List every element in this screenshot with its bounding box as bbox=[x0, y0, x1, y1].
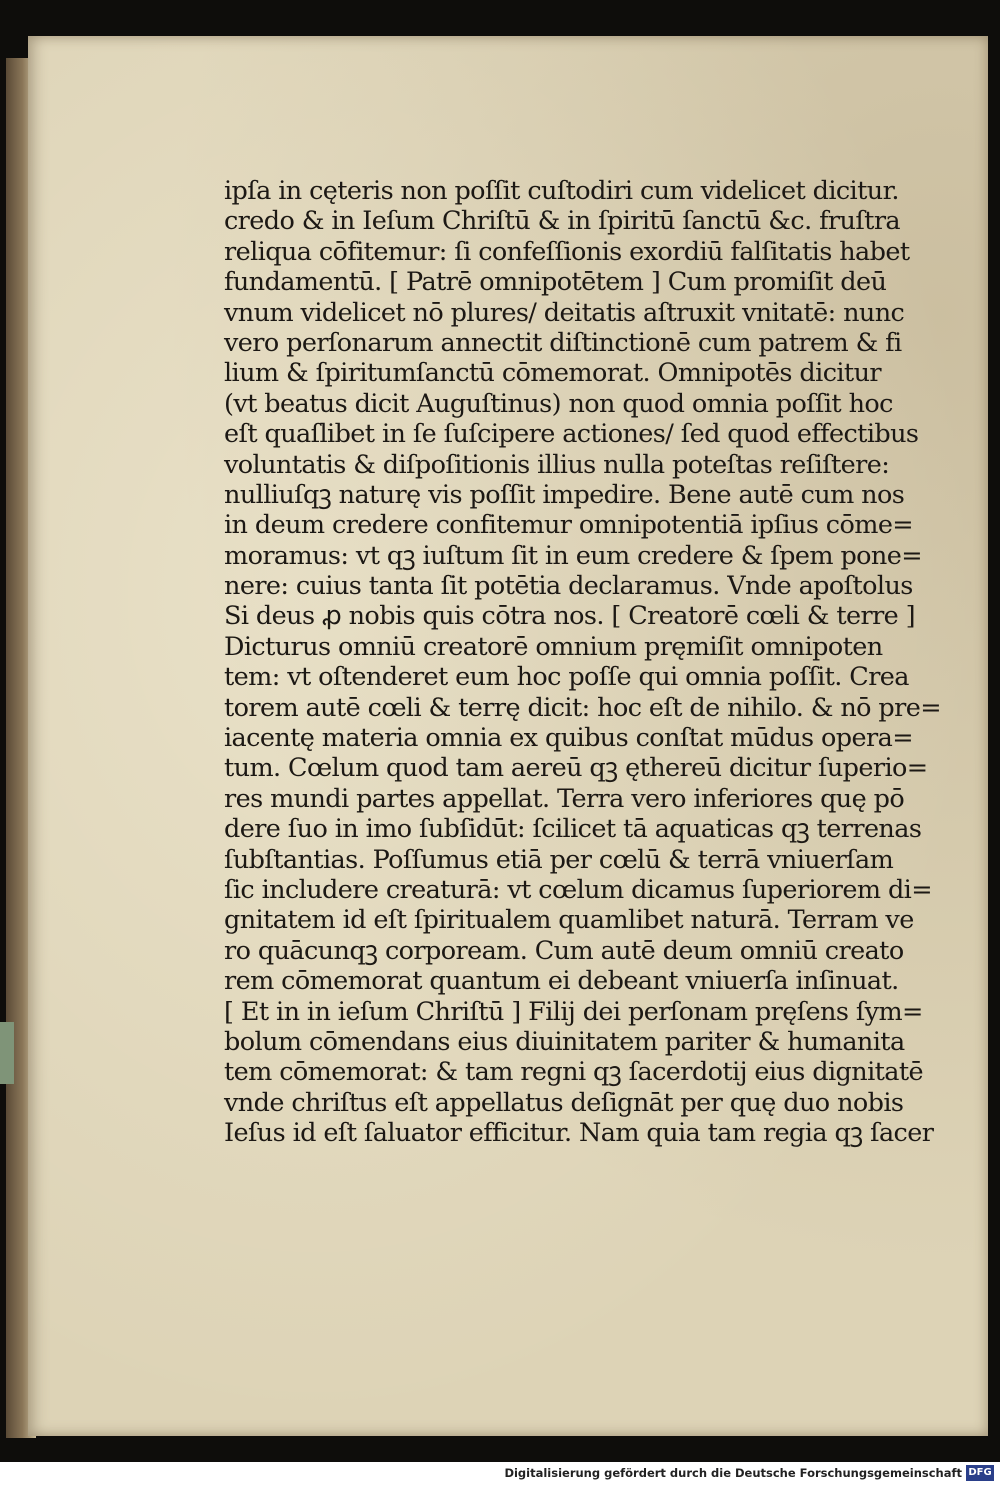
text-line: nere: cuius tanta ſit potētia declaramus. Vnde apoſtolus bbox=[224, 571, 913, 602]
text-line: bolum cōmendans eius diuinitatem pariter & humanita bbox=[224, 1026, 905, 1057]
text-line: gnitatem id eſt ſpiritualem quamlibet naturā. Terram ve bbox=[224, 905, 914, 936]
text-line: [ Et in in ieſum Chriſtū ] Filij dei perſonam pręſens ſym= bbox=[224, 996, 923, 1027]
text-line: iacentę materia omnia ex quibus conſtat mūdus opera= bbox=[224, 723, 913, 754]
text-line: eſt quaſlibet in ſe ſuſcipere actiones/ ſed quod effectibus bbox=[224, 419, 919, 450]
text-line: res mundi partes appellat. Terra vero inferiores quę pō bbox=[224, 783, 905, 814]
page-text bbox=[224, 176, 941, 1149]
text-line: fundamentū. [ Patrē omnipotētem ] Cum promiſit deū bbox=[224, 267, 887, 298]
footer-bar bbox=[0, 1462, 1000, 1485]
text-line: vnde chriſtus eſt appellatus deſignāt per quę duo nobis bbox=[224, 1087, 904, 1118]
text-line: vero perſonarum annectit diſtinctionē cum patrem & fi bbox=[224, 327, 902, 358]
funding-credit: Digitalisierung gefördert durch die Deutsche Forschungsgemeinschaft bbox=[504, 1466, 962, 1480]
text-line: credo & in Ieſum Chriſtū & in ſpiritū ſanctū &c. fruſtra bbox=[224, 206, 901, 237]
bookmark-tab bbox=[0, 1022, 14, 1084]
text-line: Ieſus id eſt ſaluator efficitur. Nam quia tam regia qꝫ ſacer bbox=[224, 1118, 934, 1149]
text-line: torem autē cœli & terrę dicit: hoc eſt de nihilo. & nō pre= bbox=[224, 692, 941, 723]
text-line: nulliuſqꝫ naturę vis poſſit impedire. Bene autē cum nos bbox=[224, 479, 905, 510]
text-line: Si deus ꝓ nobis quis cōtra nos. [ Creatorē cœli & terre ] bbox=[224, 601, 916, 632]
text-line: ſic includere creaturā: vt cœlum dicamus ſuperiorem di= bbox=[224, 874, 933, 905]
text-line: tem: vt oſtenderet eum hoc poſſe qui omnia poſſit. Crea bbox=[224, 662, 909, 693]
text-line: reliqua cōfitemur: ſi confeſſionis exordiū falſitatis habet bbox=[224, 236, 910, 267]
text-line: voluntatis & diſpoſitionis illius nulla poteſtas reſiſtere: bbox=[224, 449, 890, 480]
text-line: Dicturus omniū creatorē omnium pręmiſit omnipoten bbox=[224, 631, 883, 662]
text-line: dere ſuo in imo ſubſidūt: ſcilicet tā aquaticas qꝫ terrenas bbox=[224, 814, 922, 845]
text-line: ro quācunqꝫ corpoream. Cum autē deum omniū creato bbox=[224, 935, 904, 966]
text-line: tum. Cœlum quod tam aereū qꝫ ęthereū dicitur ſuperio= bbox=[224, 753, 928, 784]
text-line: vnum videlicet nō plures/ deitatis aſtruxit vnitatē: nunc bbox=[224, 297, 905, 328]
text-line: ſubſtantias. Poſſumus etiā per cœlū & terrā vniuerſam bbox=[224, 844, 894, 875]
text-line: ipſa in cęteris non poſſit cuſtodiri cum videlicet dicitur. bbox=[224, 176, 899, 206]
dfg-logo: DFG bbox=[966, 1465, 994, 1481]
text-line: tem cōmemorat: & tam regni qꝫ ſacerdotij eius dignitatē bbox=[224, 1057, 924, 1088]
text-line: lium & ſpiritumſanctū cōmemorat. Omnipotēs dicitur bbox=[224, 358, 881, 389]
text-line: moramus: vt qꝫ iuſtum ſit in eum credere & ſpem pone= bbox=[224, 540, 922, 571]
text-line: rem cōmemorat quantum ei debeant vniuerſa inſinuat. bbox=[224, 966, 899, 997]
text-line: in deum credere confitemur omnipotentiā ipſius cōme= bbox=[224, 510, 914, 541]
text-line: (vt beatus dicit Auguſtinus) non quod omnia poſſit hoc bbox=[224, 388, 893, 419]
